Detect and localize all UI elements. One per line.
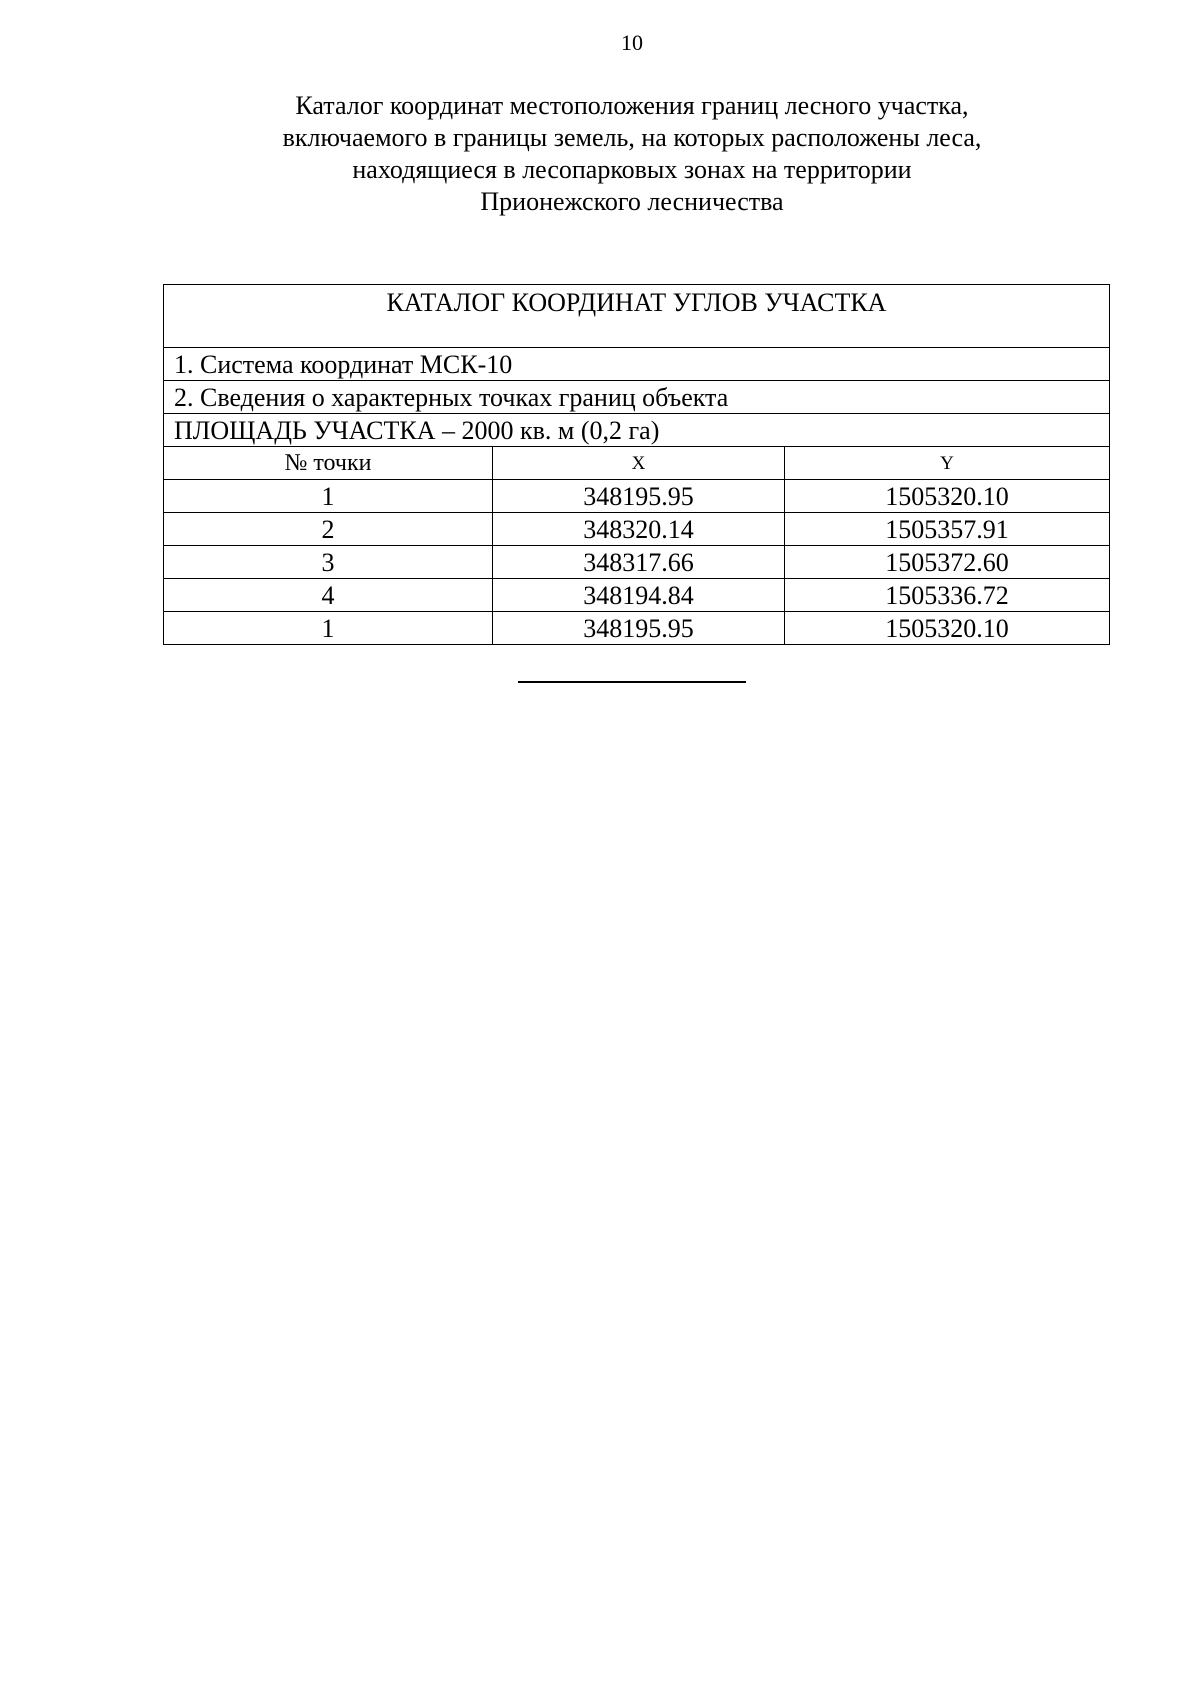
- end-of-document-rule: [518, 681, 746, 683]
- info-row: [164, 414, 1110, 447]
- x-coordinate: 348194.84: [493, 579, 785, 612]
- points-info: 2. Сведения о характерных точках границ объекта: [164, 381, 1110, 414]
- plot-area: ПЛОЩАДЬ УЧАСТКА – 2000 кв. м (0,2 га): [164, 414, 1110, 447]
- point-number: 1: [164, 480, 493, 513]
- column-header-x: X: [493, 447, 785, 480]
- table-row: [164, 579, 1110, 612]
- table-heading-row: [164, 285, 1110, 348]
- x-coordinate: 348195.95: [493, 480, 785, 513]
- title-line: Прионежского лесничества: [480, 187, 784, 216]
- point-number: 3: [164, 546, 493, 579]
- info-row: [164, 348, 1110, 381]
- point-number: 1: [164, 612, 493, 645]
- y-coordinate: 1505372.60: [785, 546, 1110, 579]
- y-coordinate: 1505320.10: [785, 480, 1110, 513]
- y-coordinate: 1505357.91: [785, 513, 1110, 546]
- table-row: [164, 513, 1110, 546]
- point-number: 2: [164, 513, 493, 546]
- page-number: 10: [621, 30, 643, 55]
- info-row: [164, 381, 1110, 414]
- x-coordinate: 348195.95: [493, 612, 785, 645]
- column-header-y: Y: [785, 447, 1110, 480]
- column-header-point: № точки: [164, 447, 493, 480]
- table-row: [164, 480, 1110, 513]
- x-coordinate: 348320.14: [493, 513, 785, 546]
- title-line: находящиеся в лесопарковых зонах на территории: [352, 155, 912, 184]
- coordinate-catalog-table: [163, 284, 1110, 645]
- document-title: [0, 90, 1200, 218]
- title-line: Каталог координат местоположения границ лесного участка,: [295, 91, 969, 120]
- table-row: [164, 546, 1110, 579]
- table-heading: КАТАЛОГ КООРДИНАТ УГЛОВ УЧАСТКА: [164, 285, 1110, 348]
- y-coordinate: 1505336.72: [785, 579, 1110, 612]
- y-coordinate: 1505320.10: [785, 612, 1110, 645]
- column-header-row: [164, 447, 1110, 480]
- table-row: [164, 612, 1110, 645]
- x-coordinate: 348317.66: [493, 546, 785, 579]
- title-line: включаемого в границы земель, на которых расположены леса,: [282, 123, 982, 152]
- coordinate-system: 1. Система координат МСК-10: [164, 348, 1110, 381]
- point-number: 4: [164, 579, 493, 612]
